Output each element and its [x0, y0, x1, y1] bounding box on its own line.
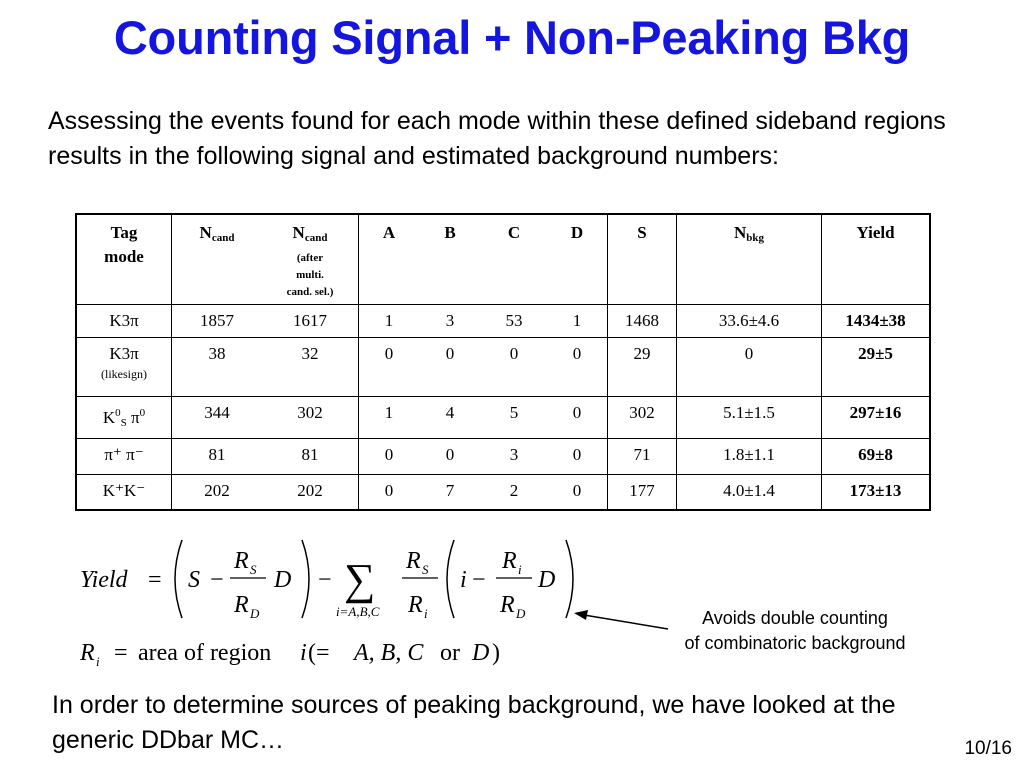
formula-yield: Yield: [80, 567, 128, 593]
cell-b: 0: [419, 439, 481, 475]
formula-ri-den: R: [408, 592, 423, 618]
cell-a: 0: [359, 475, 420, 511]
cell-nbkg: 0: [677, 338, 822, 397]
table-row: [76, 338, 930, 397]
cell-ncand: 344: [172, 397, 263, 439]
formula2-letters: A, B, C: [354, 640, 424, 666]
formula-d2: D: [538, 567, 556, 593]
header-tag-mode: Tag mode: [76, 214, 172, 305]
cell-nbkg: 5.1±1.5: [677, 397, 822, 439]
cell-d: 0: [547, 397, 608, 439]
cell-d: 0: [547, 439, 608, 475]
cell-a: 0: [359, 338, 420, 397]
cell-c: 3: [481, 439, 547, 475]
formula-sum-index: i=A,B,C: [336, 604, 380, 619]
formula-svg: [70, 532, 590, 672]
formula-paren-open: [175, 540, 182, 618]
annotation-line1: Avoids double counting: [702, 608, 888, 628]
cell-yield: 1434±38: [822, 305, 931, 338]
formula-ri-num: R: [502, 548, 517, 574]
cell-ncand-after: 32: [262, 338, 359, 397]
table-row: [76, 397, 930, 439]
cell-s: 1468: [608, 305, 677, 338]
cell-ncand: 1857: [172, 305, 263, 338]
annotation-note: [640, 606, 950, 656]
header-ncand-after: $N_{cand}$ (after multi. cand. sel.): [262, 214, 359, 305]
formula-rs-num: R: [234, 548, 249, 574]
cell-mode: K⁺K⁻: [76, 475, 172, 511]
annotation-line2: of combinatoric background: [684, 633, 906, 653]
formula2-paren: (=: [308, 640, 330, 666]
cell-s: 177: [608, 475, 677, 511]
cell-mode: π⁺ π⁻: [76, 439, 172, 475]
header-nbkg: $N_{bkg}$: [677, 214, 822, 305]
cell-yield: 173±13: [822, 475, 931, 511]
cell-ncand: 38: [172, 338, 263, 397]
formula-paren-close: [302, 540, 309, 618]
cell-d: 0: [547, 475, 608, 511]
formula-rd-sub2: D: [516, 606, 526, 621]
cell-c: 5: [481, 397, 547, 439]
cell-b: 7: [419, 475, 481, 511]
cell-ncand-after: 302: [262, 397, 359, 439]
formula2-r: R: [80, 640, 95, 666]
yield-table: [75, 213, 931, 511]
cell-s: 29: [608, 338, 677, 397]
cell-yield: 69±8: [822, 439, 931, 475]
formula2-close: ): [492, 640, 500, 666]
formula-equals: =: [148, 567, 162, 593]
formula-ri-sub-num: i: [518, 562, 522, 577]
cell-b: 4: [419, 397, 481, 439]
cell-d: 0: [547, 338, 608, 397]
cell-a: 1: [359, 305, 420, 338]
cell-yield: 29±5: [822, 338, 931, 397]
formula2-text: area of region: [138, 640, 272, 666]
formula2-r-sub: i: [96, 654, 100, 669]
cell-a: 0: [359, 439, 420, 475]
header-s: S: [608, 214, 677, 305]
cell-c: 53: [481, 305, 547, 338]
cell-ncand: 81: [172, 439, 263, 475]
formula2-i: i: [300, 640, 307, 666]
cell-d: 1: [547, 305, 608, 338]
page-number: 10/16: [964, 738, 1012, 759]
formula2-or: or: [440, 640, 460, 666]
formula-sum: ∑: [344, 555, 376, 604]
table-row: [76, 475, 930, 511]
formula-s: S: [188, 567, 200, 593]
cell-ncand-after: 202: [262, 475, 359, 511]
cell-mode: K3π: [76, 305, 172, 338]
formula-minus2: −: [318, 567, 332, 593]
header-b: B: [419, 214, 481, 305]
formula-paren-open2: [447, 540, 454, 618]
cell-nbkg: 1.8±1.1: [677, 439, 822, 475]
cell-yield: 297±16: [822, 397, 931, 439]
cell-a: 1: [359, 397, 420, 439]
cell-s: 302: [608, 397, 677, 439]
cell-mode: K3π (likesign): [76, 338, 172, 397]
cell-c: 0: [481, 338, 547, 397]
cell-b: 0: [419, 338, 481, 397]
formula-rd-den2: R: [500, 592, 515, 618]
formula2-d: D: [472, 640, 490, 666]
cell-ncand-after: 81: [262, 439, 359, 475]
cell-c: 2: [481, 475, 547, 511]
formula-rs-sub2: S: [422, 562, 429, 577]
header-a: A: [359, 214, 420, 305]
formula-d1: D: [274, 567, 292, 593]
intro-text: Assessing the events found for each mode within these defined sideband regions results in the following signal and estimated background numbers:: [48, 107, 946, 170]
formula-rd-den: R: [234, 592, 249, 618]
cell-nbkg: 33.6±4.6: [677, 305, 822, 338]
cell-nbkg: 4.0±1.4: [677, 475, 822, 511]
cell-s: 71: [608, 439, 677, 475]
formula-i: i: [460, 567, 467, 593]
slide-title: Counting Signal + Non-Peaking Bkg: [113, 11, 911, 64]
table-header-row: [76, 214, 930, 305]
outro-text: In order to determine sources of peaking background, we have looked at the generic DDbar MC…: [52, 691, 896, 754]
formula-minus3: −: [472, 567, 486, 593]
table-row: [76, 439, 930, 475]
header-d: D: [547, 214, 608, 305]
cell-ncand-after: 1617: [262, 305, 359, 338]
formula-rd-sub: D: [250, 606, 260, 621]
formula-ri-sub: i: [424, 606, 428, 621]
cell-ncand: 202: [172, 475, 263, 511]
formula-rs-sub: S: [250, 562, 257, 577]
table-row: [76, 305, 930, 338]
yield-formula: [70, 532, 590, 677]
formula2-equals: =: [114, 640, 128, 666]
header-yield: Yield: [822, 214, 931, 305]
header-c: C: [481, 214, 547, 305]
cell-b: 3: [419, 305, 481, 338]
formula-rs-num2: R: [406, 548, 421, 574]
formula-minus1: −: [210, 567, 224, 593]
header-ncand: $N_{cand}$: [172, 214, 263, 305]
cell-mode: $K^0_S$ $\pi^0$: [76, 397, 172, 439]
